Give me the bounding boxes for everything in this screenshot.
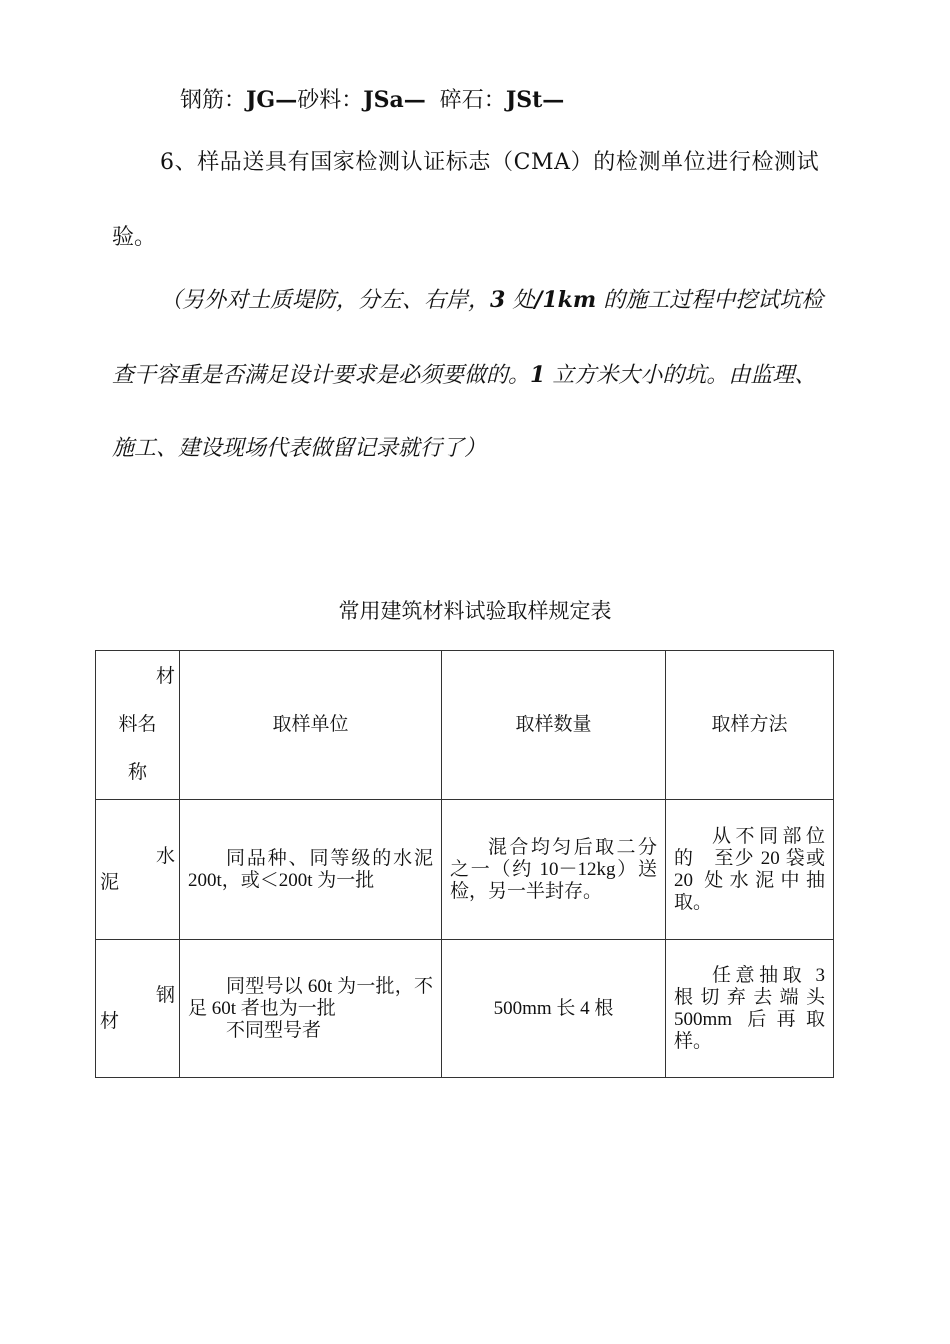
stone-label: 碎石：	[439, 88, 506, 113]
table-title: 常用建筑材料试验取样规定表	[338, 599, 612, 623]
item6-line1: 6、样品送具有国家检测认证标志（CMA）的检测单位进行检测试	[160, 150, 820, 175]
note-text: 的施工过程中挖试坑检	[596, 288, 824, 313]
header-name-part: 称	[127, 762, 147, 783]
header-name-part: 材	[155, 666, 175, 687]
name-part: 材	[100, 1010, 120, 1032]
row-sampling-method: 从不同部位的 至少 20 袋或 20 处水泥中抽取。	[666, 800, 834, 940]
header-material-name	[96, 651, 180, 800]
material-codes	[180, 84, 564, 117]
sand-label: 砂料：	[297, 88, 364, 113]
header-sampling-method: 取样方法	[666, 651, 834, 800]
note-line3: 施工、建设现场代表做留记录就行了）	[112, 436, 487, 461]
note-line1	[160, 284, 823, 317]
header-sampling-quantity: 取样数量	[442, 651, 666, 800]
name-part: 泥	[100, 871, 120, 893]
header-name-part: 料名	[118, 714, 157, 735]
row-material-name	[96, 940, 180, 1078]
stone-code: JSt—	[505, 87, 565, 113]
unit-text: 不同型号者	[226, 1019, 322, 1041]
note-line2	[112, 359, 816, 392]
row-sampling-method: 任意抽取 3 根切弃去端头 500mm 后再取样。	[666, 940, 834, 1078]
header-sampling-unit: 取样单位	[180, 651, 442, 800]
unit-text: 同型号以 60t 为一批，不足 60t 者也为一批	[188, 975, 433, 1019]
steel-label: 钢筋：	[180, 88, 247, 113]
note-text: （另外对土质堤防，分左、右岸，	[160, 288, 491, 313]
note-text: 立方米大小的坑。由监理、	[545, 363, 817, 388]
note-number: 1	[530, 362, 546, 388]
row-sampling-unit	[180, 940, 442, 1078]
row-sampling-unit: 同品种、同等级的水泥 200t，或＜200t 为一批	[180, 800, 442, 940]
row-sampling-quantity: 500mm 长 4 根	[442, 940, 666, 1078]
name-part: 水	[155, 845, 175, 867]
note-text: 处	[505, 288, 535, 313]
table-header-row	[96, 651, 834, 800]
table-row	[96, 800, 834, 940]
steel-code: JG—	[246, 87, 298, 113]
row-material-name	[96, 800, 180, 940]
item6-line2: 验。	[112, 225, 157, 250]
sampling-table	[95, 650, 834, 1078]
table-row	[96, 940, 834, 1078]
row-sampling-quantity: 混合均匀后取二分之一（约 10－12kg）送检，另一半封存。	[442, 800, 666, 940]
note-number: /1km	[534, 287, 597, 313]
note-text: 查干容重是否满足设计要求是必须要做的。	[112, 363, 531, 388]
name-part: 钢	[155, 984, 175, 1006]
note-number: 3	[490, 287, 506, 313]
sand-code: JSa—	[363, 87, 426, 113]
